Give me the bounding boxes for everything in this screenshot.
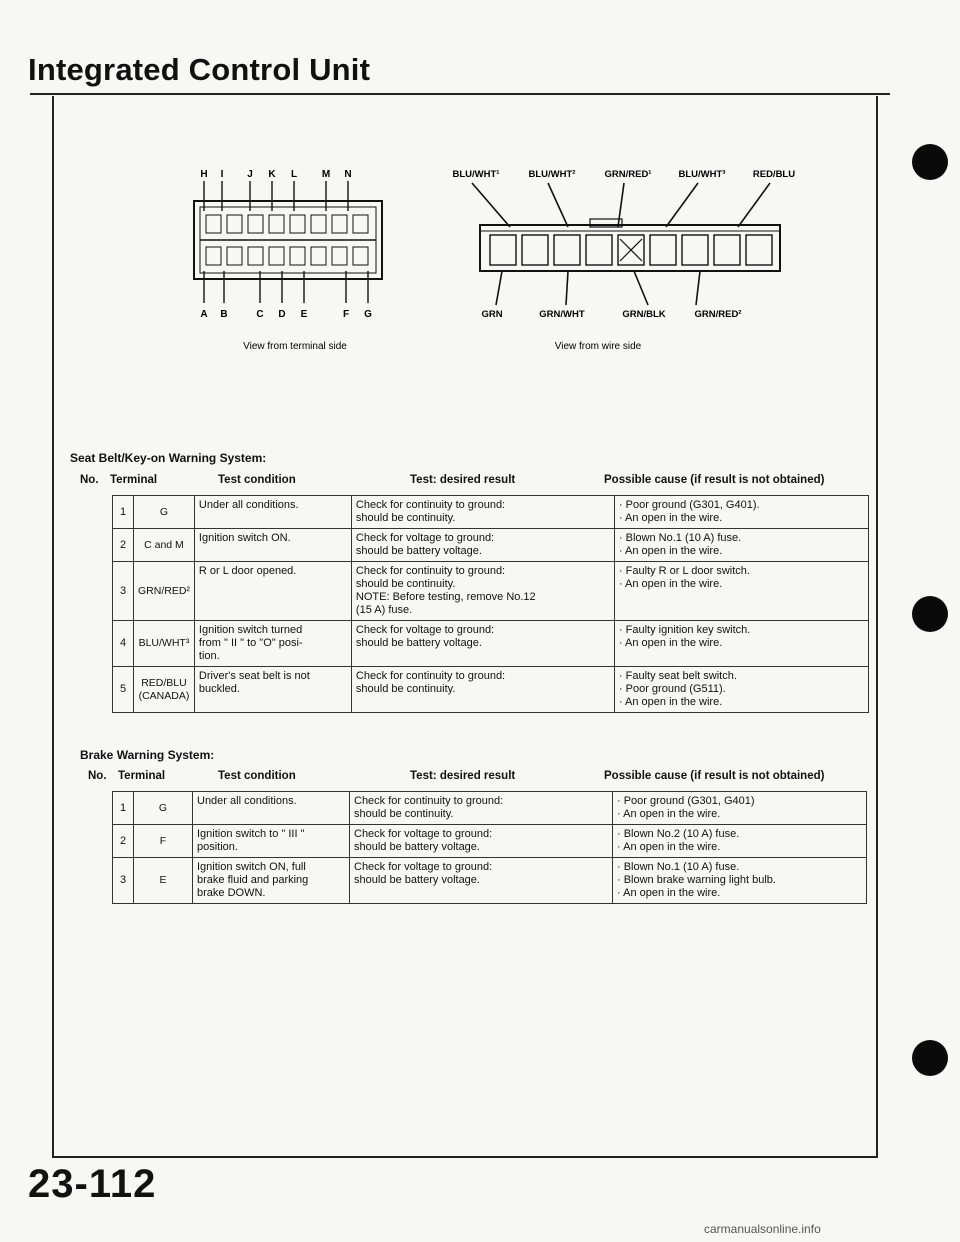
cell-line: · An open in the wire. bbox=[617, 841, 721, 853]
cell-line: · An open in the wire. bbox=[617, 808, 721, 820]
possible-cause-cell bbox=[614, 562, 868, 621]
cell-line: · An open in the wire. bbox=[617, 887, 721, 899]
possible-cause-cell bbox=[614, 496, 868, 529]
cell-line: · Blown No.2 (10 A) fuse. bbox=[617, 828, 740, 840]
wire-color-label: GRN/RED¹ bbox=[604, 169, 652, 180]
cell-line: · Blown No.1 (10 A) fuse. bbox=[617, 861, 740, 873]
desired-result-cell bbox=[350, 825, 613, 858]
table-row bbox=[113, 496, 869, 529]
test-condition-cell bbox=[194, 667, 351, 713]
terminal-cell: GRN/RED² bbox=[134, 562, 195, 621]
cell-line: Ignition switch ON. bbox=[198, 532, 291, 544]
cell-line: Ignition switch turned bbox=[198, 624, 303, 636]
terminal-cavity bbox=[269, 247, 284, 265]
punch-hole bbox=[912, 596, 948, 632]
cell-line: Ignition switch ON, full bbox=[197, 861, 306, 873]
wire-lead bbox=[634, 271, 648, 305]
terminal-label: F bbox=[342, 309, 350, 320]
wire-color-label: BLU/WHT² bbox=[528, 169, 576, 180]
cell-line: Check for voltage to ground: bbox=[355, 624, 495, 636]
cell-line: Driver's seat belt is not bbox=[198, 670, 310, 682]
cell-line: · An open in the wire. bbox=[618, 512, 723, 524]
cell-line: Check for continuity to ground: bbox=[355, 499, 506, 511]
header-condition: Test condition bbox=[218, 474, 296, 486]
cell-line: should be continuity. bbox=[355, 578, 456, 590]
connector-caption: View from terminal side bbox=[243, 341, 347, 352]
connector-caption: View from wire side bbox=[554, 341, 642, 352]
desired-result-cell bbox=[351, 562, 614, 621]
wire-lead bbox=[666, 183, 698, 227]
wire-lead bbox=[618, 183, 624, 227]
row-number: 2 bbox=[113, 825, 134, 858]
terminal-cell: G bbox=[134, 792, 193, 825]
cell-line: from " II " to "O" posi- bbox=[198, 637, 303, 649]
terminal-label: D bbox=[278, 309, 286, 320]
cell-line: · An open in the wire. bbox=[618, 545, 723, 557]
cell-line: (15 A) fuse. bbox=[355, 604, 413, 616]
cell-line: should be battery voltage. bbox=[354, 841, 480, 853]
cell-line: should be continuity. bbox=[355, 512, 456, 524]
terminal-label: H bbox=[200, 169, 208, 180]
cell-line: Ignition switch to " III " bbox=[197, 828, 305, 840]
terminal-cavity bbox=[290, 215, 305, 233]
header-cause: Possible cause (if result is not obtained) bbox=[604, 474, 825, 486]
cell-line: should be battery voltage. bbox=[355, 637, 482, 649]
wire-lead bbox=[566, 271, 568, 305]
header-terminal: Terminal bbox=[118, 770, 166, 782]
wire-color-label: BLU/WHT³ bbox=[678, 169, 726, 180]
test-condition-cell bbox=[194, 496, 351, 529]
header-result: Test: desired result bbox=[410, 474, 516, 486]
possible-cause-cell bbox=[614, 667, 868, 713]
terminal-cavity bbox=[206, 215, 221, 233]
test-condition-cell bbox=[193, 825, 350, 858]
terminal-cavity bbox=[650, 235, 676, 265]
header-condition: Test condition bbox=[218, 770, 296, 782]
terminal-label: M bbox=[321, 169, 331, 180]
test-condition-cell bbox=[194, 529, 351, 562]
terminal-cavity bbox=[746, 235, 772, 265]
cell-line: R or L door opened. bbox=[198, 565, 297, 577]
terminal-label: I bbox=[220, 169, 224, 180]
wire-color-label: GRN bbox=[481, 309, 503, 320]
test-condition-cell bbox=[193, 858, 350, 904]
table-row bbox=[113, 667, 869, 713]
test-condition-cell bbox=[194, 562, 351, 621]
seat-belt-section-title: Seat Belt/Key-on Warning System: bbox=[70, 451, 267, 465]
table-row bbox=[113, 792, 867, 825]
desired-result-cell bbox=[351, 621, 614, 667]
terminal-cavity bbox=[269, 215, 284, 233]
terminal-cavity bbox=[353, 247, 368, 265]
terminal-cavity bbox=[248, 215, 263, 233]
wire-color-label: BLU/WHT¹ bbox=[452, 169, 500, 180]
wire-color-label: GRN/BLK bbox=[622, 309, 666, 320]
cell-line: should be continuity. bbox=[354, 808, 454, 820]
possible-cause-cell bbox=[613, 858, 867, 904]
terminal-cell: RED/BLU (CANADA) bbox=[134, 667, 195, 713]
terminal-label: N bbox=[344, 169, 352, 180]
cell-line: · Poor ground (G301, G401). bbox=[618, 499, 760, 511]
cell-line: Check for voltage to ground: bbox=[354, 828, 493, 840]
cell-line: · Faulty seat belt switch. bbox=[618, 670, 737, 682]
table-row bbox=[113, 529, 869, 562]
row-number: 1 bbox=[113, 792, 134, 825]
row-number: 5 bbox=[113, 667, 134, 713]
header-no: No. bbox=[80, 474, 99, 486]
terminal-cavity bbox=[206, 247, 221, 265]
terminal-cavity bbox=[714, 235, 740, 265]
terminal-cell: BLU/WHT³ bbox=[134, 621, 195, 667]
wire-color-label: RED/BLU bbox=[752, 169, 796, 180]
wire-lead bbox=[472, 183, 510, 227]
cell-line: brake fluid and parking bbox=[197, 874, 309, 886]
cell-line: Check for voltage to ground: bbox=[355, 532, 495, 544]
terminal-cavity bbox=[353, 215, 368, 233]
cell-line: brake DOWN. bbox=[197, 887, 266, 899]
wire-lead bbox=[496, 271, 502, 305]
desired-result-cell bbox=[351, 529, 614, 562]
terminal-cavity bbox=[490, 235, 516, 265]
cell-line: should be battery voltage. bbox=[354, 874, 480, 886]
terminal-label: J bbox=[247, 169, 253, 180]
wire-color-label: GRN/WHT bbox=[539, 309, 585, 320]
terminal-cavity bbox=[311, 247, 326, 265]
desired-result-cell bbox=[350, 858, 613, 904]
cell-line: tion. bbox=[198, 650, 220, 662]
cell-line: Check for continuity to ground: bbox=[355, 565, 506, 577]
terminal-cavity bbox=[311, 215, 326, 233]
row-number: 4 bbox=[113, 621, 134, 667]
row-number: 1 bbox=[113, 496, 134, 529]
terminal-cavity bbox=[227, 247, 242, 265]
terminal-cavity bbox=[682, 235, 708, 265]
header-result: Test: desired result bbox=[410, 770, 516, 782]
seat-belt-table bbox=[112, 495, 869, 713]
desired-result-cell bbox=[351, 496, 614, 529]
terminal-cavity bbox=[248, 247, 263, 265]
row-number: 2 bbox=[113, 529, 134, 562]
wire-lead bbox=[548, 183, 568, 227]
header-cause: Possible cause (if result is not obtained) bbox=[604, 770, 825, 782]
desired-result-cell bbox=[351, 667, 614, 713]
brake-section-title: Brake Warning System: bbox=[80, 748, 215, 762]
possible-cause-cell bbox=[614, 621, 868, 667]
cell-line: should be battery voltage. bbox=[355, 545, 482, 557]
table-row bbox=[113, 825, 867, 858]
terminal-label: C bbox=[256, 309, 264, 320]
connector-terminal-side-diagram bbox=[190, 165, 400, 355]
terminal-label: A bbox=[200, 309, 208, 320]
cell-line: Check for voltage to ground: bbox=[354, 861, 493, 873]
cell-line: Under all conditions. bbox=[197, 795, 297, 807]
cell-line: · An open in the wire. bbox=[618, 637, 723, 649]
terminal-cell: F bbox=[134, 825, 193, 858]
cell-line: · Blown No.1 (10 A) fuse. bbox=[618, 532, 742, 544]
possible-cause-cell bbox=[613, 825, 867, 858]
terminal-label: E bbox=[300, 309, 308, 320]
cell-line: Check for continuity to ground: bbox=[354, 795, 504, 807]
terminal-cavity bbox=[522, 235, 548, 265]
row-number: 3 bbox=[113, 858, 134, 904]
terminal-cavity bbox=[586, 235, 612, 265]
cell-line: NOTE: Before testing, remove No.12 bbox=[355, 591, 536, 603]
test-condition-cell bbox=[193, 792, 350, 825]
cell-line: Under all conditions. bbox=[198, 499, 299, 511]
cell-line: · An open in the wire. bbox=[618, 696, 723, 708]
cell-line: · Faulty ignition key switch. bbox=[618, 624, 751, 636]
terminal-cavity bbox=[290, 247, 305, 265]
table-row bbox=[113, 858, 867, 904]
cell-line: Check for continuity to ground: bbox=[355, 670, 506, 682]
watermark: carmanualsonline.info bbox=[704, 1222, 821, 1236]
punch-hole bbox=[912, 1040, 948, 1076]
table-row bbox=[113, 562, 869, 621]
terminal-label: B bbox=[220, 309, 228, 320]
cell-line: should be continuity. bbox=[355, 683, 456, 695]
terminal-cell: E bbox=[134, 858, 193, 904]
terminal-cavity bbox=[227, 215, 242, 233]
terminal-label: L bbox=[290, 169, 298, 180]
wire-lead bbox=[696, 271, 700, 305]
cell-line: · Poor ground (G511). bbox=[618, 683, 726, 695]
wire-lead bbox=[738, 183, 770, 227]
page-title: Integrated Control Unit bbox=[28, 52, 371, 87]
title-rule bbox=[30, 93, 890, 95]
possible-cause-cell bbox=[614, 529, 868, 562]
table-row bbox=[113, 621, 869, 667]
cell-line: · An open in the wire. bbox=[618, 578, 723, 590]
cell-line: · Faulty R or L door switch. bbox=[618, 565, 750, 577]
terminal-label: G bbox=[364, 309, 372, 320]
row-number: 3 bbox=[113, 562, 134, 621]
punch-hole bbox=[912, 144, 948, 180]
header-no: No. bbox=[88, 770, 107, 782]
connector-wire-side-diagram bbox=[440, 165, 860, 355]
wire-color-label: GRN/RED² bbox=[694, 309, 742, 320]
cell-line: buckled. bbox=[198, 683, 240, 695]
terminal-cavity bbox=[554, 235, 580, 265]
cell-line: position. bbox=[197, 841, 238, 853]
cell-line: · Poor ground (G301, G401) bbox=[617, 795, 755, 807]
header-terminal: Terminal bbox=[110, 474, 158, 486]
desired-result-cell bbox=[350, 792, 613, 825]
connector-housing bbox=[480, 225, 780, 271]
test-condition-cell bbox=[194, 621, 351, 667]
page-number: 23-112 bbox=[28, 1162, 157, 1206]
possible-cause-cell bbox=[613, 792, 867, 825]
terminal-label: K bbox=[268, 169, 276, 180]
terminal-cell: G bbox=[134, 496, 195, 529]
cell-line: · Blown brake warning light bulb. bbox=[617, 874, 776, 886]
terminal-cavity bbox=[332, 247, 347, 265]
terminal-cell: C and M bbox=[134, 529, 195, 562]
brake-table bbox=[112, 791, 867, 904]
terminal-cavity bbox=[332, 215, 347, 233]
